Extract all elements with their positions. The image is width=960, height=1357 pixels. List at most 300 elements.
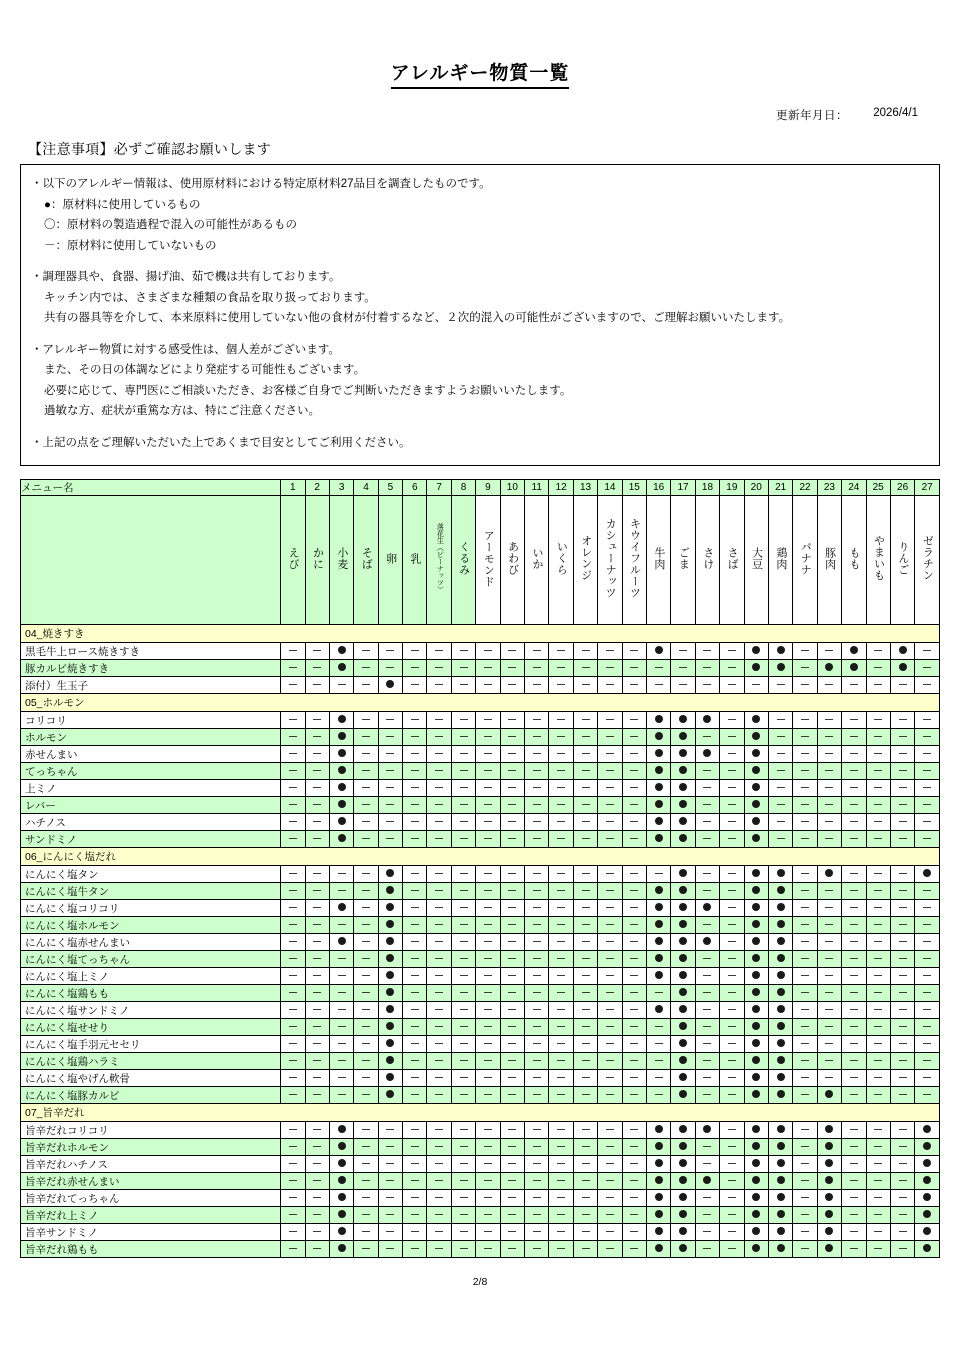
allergen-cell-15 [622, 1207, 646, 1224]
used-marker-icon [777, 1022, 785, 1030]
allergen-cell-20 [744, 1139, 768, 1156]
allergen-cell-16 [646, 883, 670, 900]
allergen-cell-8 [451, 1087, 475, 1104]
not-used-marker-icon [582, 770, 590, 771]
not-used-marker-icon [386, 1214, 394, 1215]
not-used-marker-icon [533, 1214, 541, 1215]
allergen-cell-22 [793, 712, 817, 729]
not-used-marker-icon [923, 736, 931, 737]
not-used-marker-icon [679, 650, 687, 651]
menu-item-label: にんにく塩赤せんまい [21, 934, 281, 951]
allergen-cell-27 [915, 934, 940, 951]
not-used-marker-icon [435, 1009, 443, 1010]
not-used-marker-icon [484, 719, 492, 720]
not-used-marker-icon [460, 753, 468, 754]
not-used-marker-icon [850, 1077, 858, 1078]
used-marker-icon [752, 1142, 760, 1150]
not-used-marker-icon [557, 770, 565, 771]
allergen-table-body [21, 625, 940, 1258]
not-used-marker-icon [362, 1043, 370, 1044]
not-used-marker-icon [460, 1026, 468, 1027]
not-used-marker-icon [435, 907, 443, 908]
not-used-marker-icon [630, 753, 638, 754]
allergen-cell-27 [915, 763, 940, 780]
not-used-marker-icon [825, 1009, 833, 1010]
used-marker-icon [655, 646, 663, 654]
not-used-marker-icon [582, 1060, 590, 1061]
not-used-marker-icon [630, 804, 638, 805]
not-used-marker-icon [582, 838, 590, 839]
allergen-cell-3 [329, 1002, 353, 1019]
not-used-marker-icon [655, 1060, 663, 1061]
allergen-cell-17 [671, 729, 695, 746]
not-used-marker-icon [289, 941, 297, 942]
used-marker-icon [777, 1159, 785, 1167]
not-used-marker-icon [533, 992, 541, 993]
allergen-cell-12 [549, 831, 573, 848]
allergen-cell-23 [817, 780, 841, 797]
allergen-cell-21 [768, 917, 792, 934]
allergen-cell-23 [817, 985, 841, 1002]
not-used-marker-icon [289, 753, 297, 754]
allergen-cell-5 [378, 746, 402, 763]
allergen-cell-19 [720, 1002, 744, 1019]
used-marker-icon [338, 1142, 346, 1150]
used-marker-icon [679, 732, 687, 740]
allergen-cell-24 [842, 1241, 866, 1258]
allergen-cell-4 [354, 934, 378, 951]
not-used-marker-icon [533, 650, 541, 651]
allergen-cell-16 [646, 1173, 670, 1190]
allergen-number-2: 2 [305, 480, 329, 496]
not-used-marker-icon [484, 804, 492, 805]
not-used-marker-icon [289, 838, 297, 839]
allergen-cell-8 [451, 866, 475, 883]
allergen-cell-16 [646, 1139, 670, 1156]
allergen-cell-9 [476, 1190, 500, 1207]
allergen-cell-8 [451, 729, 475, 746]
allergen-header-3 [329, 496, 353, 625]
allergen-cell-26 [890, 883, 914, 900]
used-marker-icon [386, 971, 394, 979]
allergen-cell-22 [793, 934, 817, 951]
not-used-marker-icon [411, 1146, 419, 1147]
allergen-cell-14 [598, 1156, 622, 1173]
used-marker-icon [703, 937, 711, 945]
not-used-marker-icon [874, 1094, 882, 1095]
allergen-cell-16 [646, 1207, 670, 1224]
allergen-cell-9 [476, 1002, 500, 1019]
allergen-cell-18 [695, 1002, 719, 1019]
not-used-marker-icon [703, 684, 711, 685]
not-used-marker-icon [606, 804, 614, 805]
allergen-cell-5 [378, 814, 402, 831]
category-label: 07_旨辛だれ [21, 1104, 940, 1122]
not-used-marker-icon [728, 667, 736, 668]
not-used-marker-icon [630, 890, 638, 891]
not-used-marker-icon [874, 992, 882, 993]
allergen-cell-27 [915, 712, 940, 729]
allergen-cell-23 [817, 1156, 841, 1173]
not-used-marker-icon [460, 838, 468, 839]
allergen-name-label: さけ [701, 546, 714, 570]
allergen-cell-25 [866, 1070, 890, 1087]
allergen-cell-9 [476, 797, 500, 814]
notice-line: －：原材料に使用していないもの [44, 239, 217, 252]
allergen-cell-1 [281, 900, 305, 917]
allergen-cell-19 [720, 1019, 744, 1036]
notice-line: ●：原材料に使用しているもの [44, 198, 201, 211]
allergen-cell-14 [598, 1053, 622, 1070]
allergen-cell-25 [866, 729, 890, 746]
allergen-cell-10 [500, 712, 524, 729]
allergen-cell-22 [793, 1002, 817, 1019]
allergen-cell-24 [842, 677, 866, 694]
allergen-cell-27 [915, 1207, 940, 1224]
not-used-marker-icon [289, 1214, 297, 1215]
not-used-marker-icon [728, 890, 736, 891]
allergen-cell-7 [427, 934, 451, 951]
not-used-marker-icon [582, 924, 590, 925]
allergen-cell-14 [598, 729, 622, 746]
allergen-cell-27 [915, 1156, 940, 1173]
not-used-marker-icon [850, 958, 858, 959]
not-used-marker-icon [825, 890, 833, 891]
not-used-marker-icon [338, 1094, 346, 1095]
allergen-name-label: アーモンド [482, 529, 495, 587]
not-used-marker-icon [874, 1248, 882, 1249]
not-used-marker-icon [606, 719, 614, 720]
used-marker-icon [703, 715, 711, 723]
used-marker-icon [777, 937, 785, 945]
not-used-marker-icon [557, 1043, 565, 1044]
not-used-marker-icon [728, 1129, 736, 1130]
allergen-cell-25 [866, 746, 890, 763]
not-used-marker-icon [362, 821, 370, 822]
allergen-cell-8 [451, 917, 475, 934]
allergen-cell-2 [305, 883, 329, 900]
not-used-marker-icon [484, 1043, 492, 1044]
allergen-cell-5 [378, 1190, 402, 1207]
used-marker-icon [777, 1227, 785, 1235]
allergen-cell-12 [549, 729, 573, 746]
not-used-marker-icon [728, 924, 736, 925]
not-used-marker-icon [606, 821, 614, 822]
table-row [21, 968, 940, 985]
allergen-cell-9 [476, 1019, 500, 1036]
allergen-cell-11 [525, 900, 549, 917]
allergen-cell-8 [451, 780, 475, 797]
allergen-cell-19 [720, 1241, 744, 1258]
table-row [21, 1224, 940, 1241]
allergen-cell-3 [329, 1019, 353, 1036]
allergen-cell-2 [305, 763, 329, 780]
notice-line: また、その日の体調などにより発症する可能性もございます。 [44, 364, 366, 376]
not-used-marker-icon [655, 1094, 663, 1095]
not-used-marker-icon [923, 684, 931, 685]
allergen-cell-26 [890, 1241, 914, 1258]
not-used-marker-icon [703, 1248, 711, 1249]
allergen-cell-4 [354, 831, 378, 848]
not-used-marker-icon [411, 992, 419, 993]
allergen-cell-7 [427, 1241, 451, 1258]
allergen-cell-20 [744, 780, 768, 797]
allergen-cell-7 [427, 1224, 451, 1241]
not-used-marker-icon [435, 719, 443, 720]
used-marker-icon [338, 1227, 346, 1235]
used-marker-icon [899, 663, 907, 671]
not-used-marker-icon [557, 1180, 565, 1181]
allergen-header-17 [671, 496, 695, 625]
not-used-marker-icon [508, 650, 516, 651]
allergen-cell-7 [427, 746, 451, 763]
allergen-cell-10 [500, 763, 524, 780]
not-used-marker-icon [728, 838, 736, 839]
allergen-name-label: さば [726, 546, 739, 570]
allergen-cell-9 [476, 900, 500, 917]
not-used-marker-icon [874, 719, 882, 720]
not-used-marker-icon [850, 1180, 858, 1181]
not-used-marker-icon [874, 941, 882, 942]
not-used-marker-icon [460, 650, 468, 651]
allergen-cell-19 [720, 729, 744, 746]
not-used-marker-icon [386, 838, 394, 839]
allergen-cell-12 [549, 951, 573, 968]
table-row [21, 660, 940, 677]
not-used-marker-icon [630, 1163, 638, 1164]
not-used-marker-icon [630, 873, 638, 874]
allergen-cell-16 [646, 1156, 670, 1173]
allergen-cell-5 [378, 934, 402, 951]
not-used-marker-icon [557, 736, 565, 737]
not-used-marker-icon [703, 821, 711, 822]
not-used-marker-icon [508, 1163, 516, 1164]
used-marker-icon [825, 1227, 833, 1235]
allergen-cell-12 [549, 643, 573, 660]
allergen-cell-18 [695, 814, 719, 831]
allergen-name-label: もも [848, 546, 861, 570]
allergen-cell-23 [817, 866, 841, 883]
not-used-marker-icon [508, 1060, 516, 1061]
allergen-cell-2 [305, 968, 329, 985]
allergen-cell-6 [403, 1190, 427, 1207]
allergen-cell-10 [500, 746, 524, 763]
used-marker-icon [679, 834, 687, 842]
allergen-cell-5 [378, 1173, 402, 1190]
allergen-cell-10 [500, 643, 524, 660]
allergen-number-21: 21 [768, 480, 792, 496]
not-used-marker-icon [557, 1197, 565, 1198]
not-used-marker-icon [801, 1129, 809, 1130]
used-marker-icon [752, 732, 760, 740]
allergen-cell-23 [817, 934, 841, 951]
table-row [21, 1019, 940, 1036]
allergen-cell-17 [671, 1122, 695, 1139]
allergen-cell-12 [549, 883, 573, 900]
not-used-marker-icon [289, 1146, 297, 1147]
not-used-marker-icon [630, 650, 638, 651]
allergen-cell-9 [476, 1036, 500, 1053]
not-used-marker-icon [313, 1043, 321, 1044]
allergen-cell-11 [525, 883, 549, 900]
allergen-cell-11 [525, 780, 549, 797]
not-used-marker-icon [362, 804, 370, 805]
not-used-marker-icon [728, 787, 736, 788]
not-used-marker-icon [655, 667, 663, 668]
allergen-cell-18 [695, 1224, 719, 1241]
not-used-marker-icon [508, 1231, 516, 1232]
not-used-marker-icon [313, 941, 321, 942]
allergen-cell-24 [842, 1156, 866, 1173]
allergen-cell-2 [305, 1070, 329, 1087]
not-used-marker-icon [728, 1094, 736, 1095]
allergen-cell-24 [842, 1087, 866, 1104]
allergen-cell-4 [354, 1190, 378, 1207]
allergen-cell-22 [793, 1087, 817, 1104]
allergen-cell-7 [427, 660, 451, 677]
allergen-cell-19 [720, 883, 744, 900]
used-marker-icon [655, 937, 663, 945]
allergen-cell-21 [768, 1122, 792, 1139]
not-used-marker-icon [850, 736, 858, 737]
not-used-marker-icon [630, 1060, 638, 1061]
allergen-cell-4 [354, 660, 378, 677]
allergen-cell-14 [598, 1036, 622, 1053]
allergen-cell-9 [476, 934, 500, 951]
not-used-marker-icon [874, 1214, 882, 1215]
allergen-cell-9 [476, 1070, 500, 1087]
not-used-marker-icon [460, 736, 468, 737]
not-used-marker-icon [899, 804, 907, 805]
allergen-cell-14 [598, 1139, 622, 1156]
allergen-cell-16 [646, 814, 670, 831]
not-used-marker-icon [289, 821, 297, 822]
allergen-cell-9 [476, 677, 500, 694]
not-used-marker-icon [508, 1077, 516, 1078]
not-used-marker-icon [923, 992, 931, 993]
allergen-cell-18 [695, 797, 719, 814]
allergen-cell-20 [744, 985, 768, 1002]
allergen-cell-11 [525, 1087, 549, 1104]
allergen-cell-17 [671, 643, 695, 660]
allergen-cell-9 [476, 985, 500, 1002]
not-used-marker-icon [606, 1163, 614, 1164]
allergen-cell-18 [695, 951, 719, 968]
not-used-marker-icon [533, 684, 541, 685]
used-marker-icon [679, 903, 687, 911]
not-used-marker-icon [557, 804, 565, 805]
not-used-marker-icon [362, 1180, 370, 1181]
not-used-marker-icon [850, 1197, 858, 1198]
not-used-marker-icon [850, 975, 858, 976]
not-used-marker-icon [411, 873, 419, 874]
not-used-marker-icon [313, 667, 321, 668]
not-used-marker-icon [801, 1163, 809, 1164]
not-used-marker-icon [703, 770, 711, 771]
not-used-marker-icon [899, 736, 907, 737]
allergen-cell-10 [500, 1053, 524, 1070]
allergen-cell-18 [695, 1156, 719, 1173]
not-used-marker-icon [703, 992, 711, 993]
not-used-marker-icon [801, 667, 809, 668]
not-used-marker-icon [777, 684, 785, 685]
allergen-cell-10 [500, 1002, 524, 1019]
not-used-marker-icon [411, 1077, 419, 1078]
allergen-cell-17 [671, 814, 695, 831]
allergen-cell-26 [890, 831, 914, 848]
not-used-marker-icon [508, 1146, 516, 1147]
allergen-cell-15 [622, 934, 646, 951]
menu-item-label: にんにく塩コリコリ [21, 900, 281, 917]
allergen-cell-20 [744, 660, 768, 677]
allergen-cell-6 [403, 1241, 427, 1258]
not-used-marker-icon [825, 804, 833, 805]
not-used-marker-icon [557, 1077, 565, 1078]
allergen-cell-9 [476, 951, 500, 968]
menu-item-label: サンドミノ [21, 831, 281, 848]
not-used-marker-icon [801, 804, 809, 805]
allergen-cell-14 [598, 1173, 622, 1190]
not-used-marker-icon [460, 1248, 468, 1249]
not-used-marker-icon [728, 1009, 736, 1010]
allergen-cell-25 [866, 763, 890, 780]
not-used-marker-icon [582, 1163, 590, 1164]
allergen-name-label: 鶏肉 [774, 546, 787, 570]
allergen-cell-5 [378, 1207, 402, 1224]
allergen-cell-1 [281, 1207, 305, 1224]
not-used-marker-icon [533, 736, 541, 737]
used-marker-icon [679, 715, 687, 723]
used-marker-icon [777, 663, 785, 671]
not-used-marker-icon [703, 1060, 711, 1061]
allergen-cell-8 [451, 677, 475, 694]
not-used-marker-icon [533, 787, 541, 788]
allergen-cell-24 [842, 831, 866, 848]
allergen-cell-12 [549, 797, 573, 814]
allergen-number-25: 25 [866, 480, 890, 496]
not-used-marker-icon [825, 736, 833, 737]
not-used-marker-icon [899, 1060, 907, 1061]
allergen-cell-16 [646, 985, 670, 1002]
allergen-cell-25 [866, 934, 890, 951]
allergen-cell-20 [744, 866, 768, 883]
allergen-cell-16 [646, 1241, 670, 1258]
not-used-marker-icon [460, 873, 468, 874]
notice-spacer [31, 256, 929, 267]
allergen-cell-1 [281, 797, 305, 814]
allergen-cell-10 [500, 917, 524, 934]
allergen-cell-8 [451, 934, 475, 951]
allergen-cell-4 [354, 1156, 378, 1173]
allergen-cell-1 [281, 883, 305, 900]
used-marker-icon [752, 766, 760, 774]
allergen-cell-23 [817, 1070, 841, 1087]
allergen-cell-2 [305, 1053, 329, 1070]
not-used-marker-icon [582, 1129, 590, 1130]
allergen-cell-10 [500, 1019, 524, 1036]
allergen-cell-21 [768, 1019, 792, 1036]
not-used-marker-icon [508, 787, 516, 788]
allergen-cell-14 [598, 1087, 622, 1104]
not-used-marker-icon [630, 719, 638, 720]
not-used-marker-icon [557, 924, 565, 925]
not-used-marker-icon [411, 753, 419, 754]
allergen-cell-5 [378, 729, 402, 746]
allergen-cell-27 [915, 814, 940, 831]
not-used-marker-icon [435, 1060, 443, 1061]
allergen-cell-8 [451, 1173, 475, 1190]
used-marker-icon [752, 1022, 760, 1030]
